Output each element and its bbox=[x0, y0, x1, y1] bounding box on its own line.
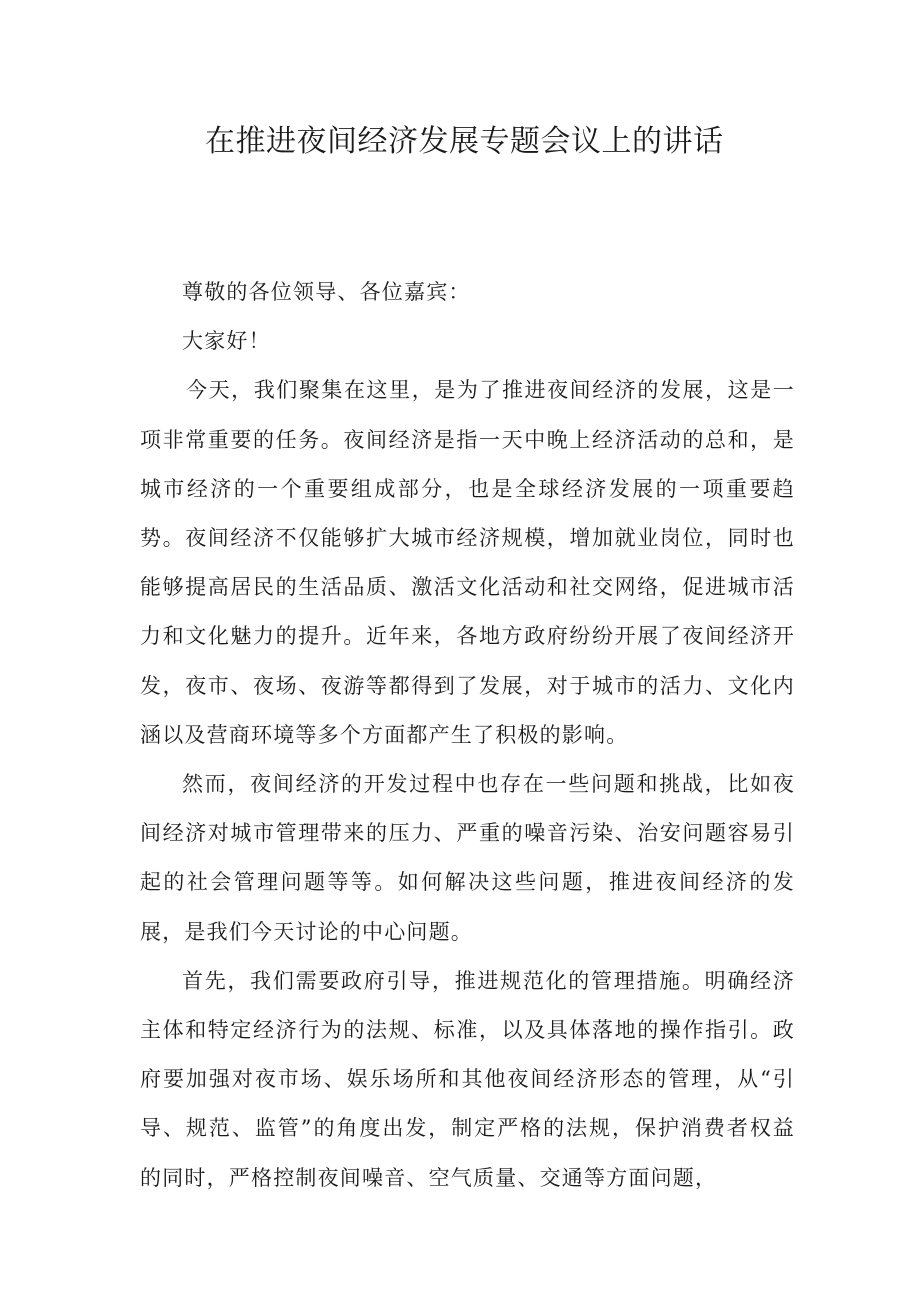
greeting: 大家好！ bbox=[182, 329, 271, 354]
paragraph-challenges: 然而，夜间经济的开发过程中也存在一些问题和挑战，比如夜间经济对城市管理带来的压力、严重的噪音污染、治安问题容易引起的社会管理问题等等。如何解决这些问题，推进夜间经济的发展，是我们今天讨论的中心问题。 bbox=[140, 772, 795, 944]
document-body bbox=[140, 268, 795, 1203]
paragraph-measures: 首先，我们需要政府引导，推进规范化的管理措施。明确经济主体和特定经济行为的法规、标准，以及具体落地的操作指引。政府要加强对夜市场、娱乐场所和其他夜间经济形态的管理，从“引导、规范、监管”的角度出发，制定严格的法规，保护消费者权益的同时，严格控制夜间噪音、空气质量、交通等方面问题， bbox=[140, 968, 795, 1190]
salutation: 尊敬的各位领导、各位嘉宾： bbox=[182, 280, 471, 304]
paragraph-intro: 今天，我们聚集在这里，是为了推进夜间经济的发展，这是一项非常重要的任务。夜间经济是指一天中晚上经济活动的总和，是城市经济的一个重要组成部分，也是全球经济发展的一项重要趋势。夜间经济不仅能够扩大城市经济规模，增加就业岗位，同时也能够提高居民的生活品质、激活文化活动和社交网络，促进城市活力和文化魅力的提升。近年来，各地方政府纷纷开展了夜间经济开发，夜市、夜场、夜游等都得到了发展，对于城市的活力、文化内涵以及营商环境等多个方面都产生了积极的影响。 bbox=[140, 378, 795, 747]
document-title: 在推进夜间经济发展专题会议上的讲话 bbox=[205, 124, 724, 159]
